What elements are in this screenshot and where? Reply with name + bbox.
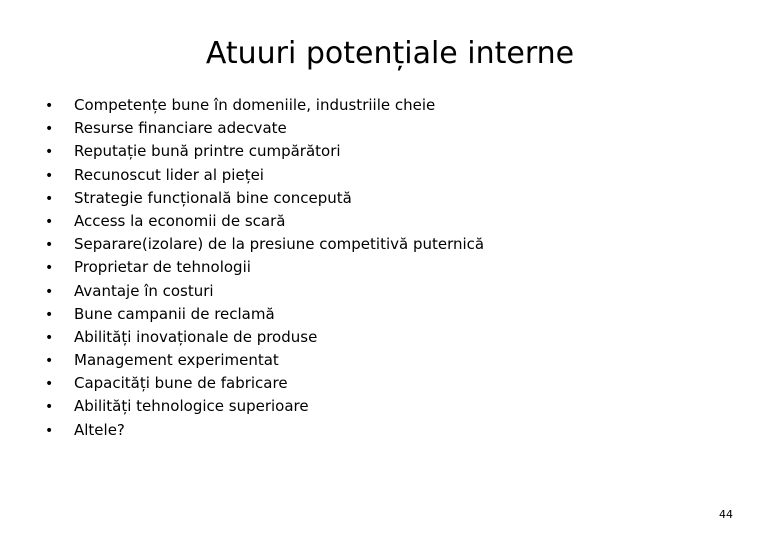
- list-item: [45, 210, 484, 233]
- list-item: [45, 372, 484, 395]
- bullet-icon: •: [45, 144, 54, 161]
- bullet-icon: •: [45, 329, 54, 346]
- list-item: [45, 395, 484, 418]
- list-item: [45, 349, 484, 372]
- list-item-text: Resurse financiare adecvate: [74, 119, 287, 138]
- list-item: [45, 117, 484, 140]
- bullet-icon: •: [45, 260, 54, 277]
- list-item: [45, 233, 484, 256]
- list-item-text: Bune campanii de reclamă: [74, 304, 275, 323]
- list-item: [45, 280, 484, 303]
- list-item-text: Strategie funcțională bine concepută: [74, 188, 352, 207]
- bullet-icon: •: [45, 121, 54, 138]
- list-item: [45, 326, 484, 349]
- bullet-icon: •: [45, 190, 54, 207]
- list-item: [45, 303, 484, 326]
- bullet-icon: •: [45, 353, 54, 370]
- list-item-text: Separare(izolare) de la presiune competitivă puternică: [74, 235, 485, 254]
- bullet-list: [45, 94, 484, 442]
- list-item: [45, 419, 484, 442]
- bullet-icon: •: [45, 306, 54, 323]
- list-item: [45, 94, 484, 117]
- list-item-text: Reputație bună printre cumpărători: [74, 142, 341, 161]
- bullet-icon: •: [45, 167, 54, 184]
- list-item-text: Competențe bune în domeniile, industriile cheie: [74, 96, 436, 114]
- bullet-icon: •: [45, 376, 54, 393]
- list-item-text: Access la economii de scară: [74, 211, 286, 230]
- list-item-text: Capacități bune de fabricare: [74, 374, 288, 393]
- list-item-text: Proprietar de tehnologii: [74, 258, 251, 277]
- list-item-text: Avantaje în costuri: [74, 281, 214, 300]
- list-item: [45, 164, 484, 187]
- page-number: 44: [719, 508, 733, 521]
- list-item: [45, 140, 484, 163]
- list-item: [45, 256, 484, 279]
- list-item-text: Altele?: [74, 420, 125, 439]
- bullet-icon: •: [45, 237, 54, 254]
- list-item-text: Abilități inovaționale de produse: [74, 327, 318, 346]
- list-item: [45, 187, 484, 210]
- bullet-icon: •: [45, 399, 54, 416]
- list-item-text: Management experimentat: [74, 351, 279, 370]
- list-item-text: Abilități tehnologice superioare: [74, 397, 309, 416]
- bullet-icon: •: [45, 98, 54, 114]
- bullet-icon: •: [45, 213, 54, 230]
- slide-title: Atuuri potențiale interne: [205, 36, 575, 71]
- bullet-icon: •: [45, 422, 54, 439]
- bullet-icon: •: [45, 283, 54, 300]
- list-item-text: Recunoscut lider al pieței: [74, 165, 264, 184]
